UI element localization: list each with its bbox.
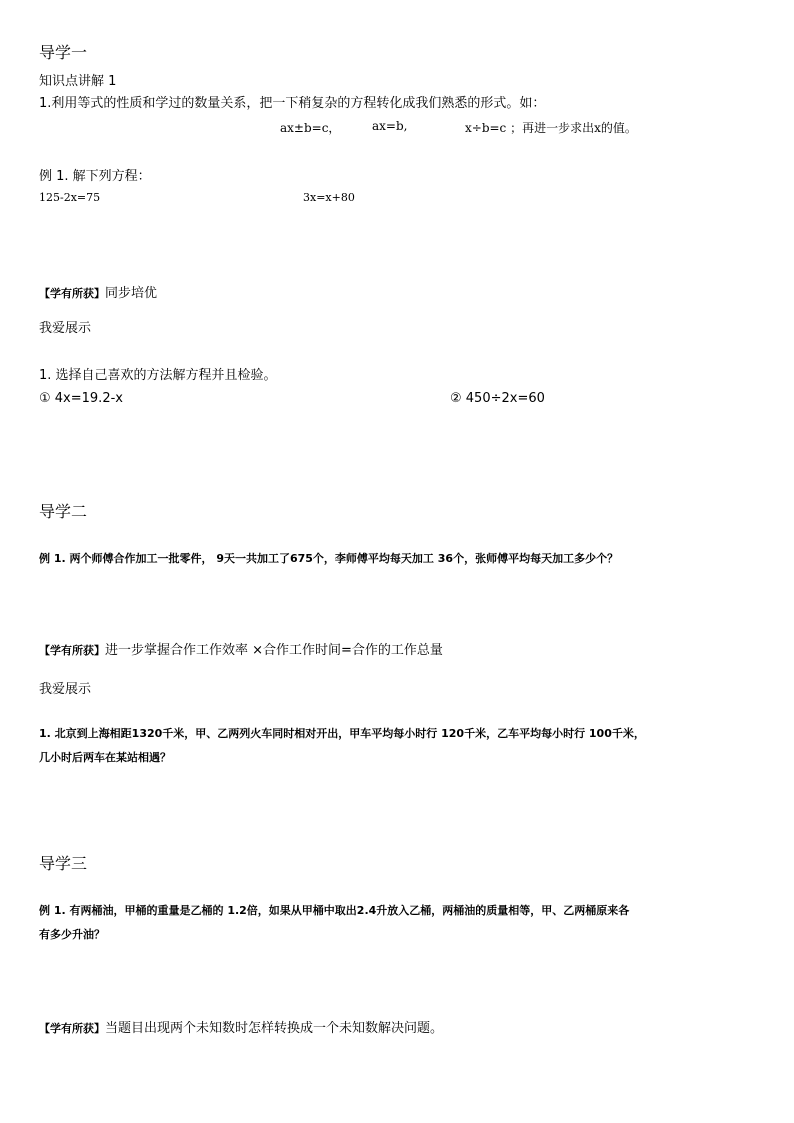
learning-gain-1 — [39, 282, 157, 301]
show-title-1: 我爱展示 — [39, 321, 92, 336]
section-heading-1: 导学一 — [39, 43, 88, 62]
formula-2: ax=b, — [372, 119, 408, 133]
example-title: 例 1. 解下列方程： — [39, 169, 151, 184]
gain-text: 当题目出现两个未知数时怎样转换成一个未知数解决问题。 — [105, 1021, 444, 1036]
practice-item-a: ① 4x=19.2-x — [39, 391, 123, 406]
knowledge-point-text: 1.利用等式的性质和学过的数量关系，把一下稍复杂的方程转化成我们熟悉的形式。如： — [39, 96, 546, 111]
gain-text: 同步培优 — [105, 286, 158, 301]
example-3-line2: 有多少升油？ — [39, 928, 105, 941]
equation-2: 3x=x+80 — [303, 191, 355, 204]
practice-task-2-line2: 几小时后两车在某站相遇？ — [39, 751, 171, 764]
gain-bracket: 【学有所获】 — [39, 1022, 105, 1035]
example-3-line1: 例 1. 有两桶油，甲桶的重量是乙桶的 1.2倍，如果从甲桶中取出2.4升放入乙桶，两桶油的质量相等，甲、乙两桶原来各 — [39, 904, 630, 917]
gain-bracket: 【学有所获】 — [39, 644, 105, 657]
formula-1: ax±b=c， — [280, 121, 341, 135]
learning-gain-3 — [39, 1017, 443, 1036]
gain-bracket: 【学有所获】 — [39, 287, 105, 300]
example-2: 例 1. 两个师傅合作加工一批零件， 9天一共加工了675个，李师傅平均每天加工 36个，张师傅平均每天加工多少个？ — [39, 552, 619, 565]
practice-task-1: 1. 选择自己喜欢的方法解方程并且检验。 — [39, 368, 277, 383]
gain-text: 进一步掌握合作工作效率 ×合作工作时间=合作的工作总量 — [105, 643, 443, 658]
practice-item-b: ② 450÷2x=60 — [450, 391, 545, 406]
learning-gain-2 — [39, 639, 443, 658]
knowledge-point-title: 知识点讲解 1 — [39, 74, 117, 89]
formula-3: x÷b=c ；再进一步求出x的值。 — [465, 121, 637, 135]
show-title-2: 我爱展示 — [39, 682, 92, 697]
section-heading-2: 导学二 — [39, 502, 88, 521]
section-heading-3: 导学三 — [39, 854, 88, 873]
equation-1: 125-2x=75 — [39, 191, 101, 204]
practice-task-2-line1: 1. 北京到上海相距1320千米，甲、乙两列火车同时相对开出，甲车平均每小时行 120千米，乙车平均每小时行 100千米， — [39, 727, 645, 740]
